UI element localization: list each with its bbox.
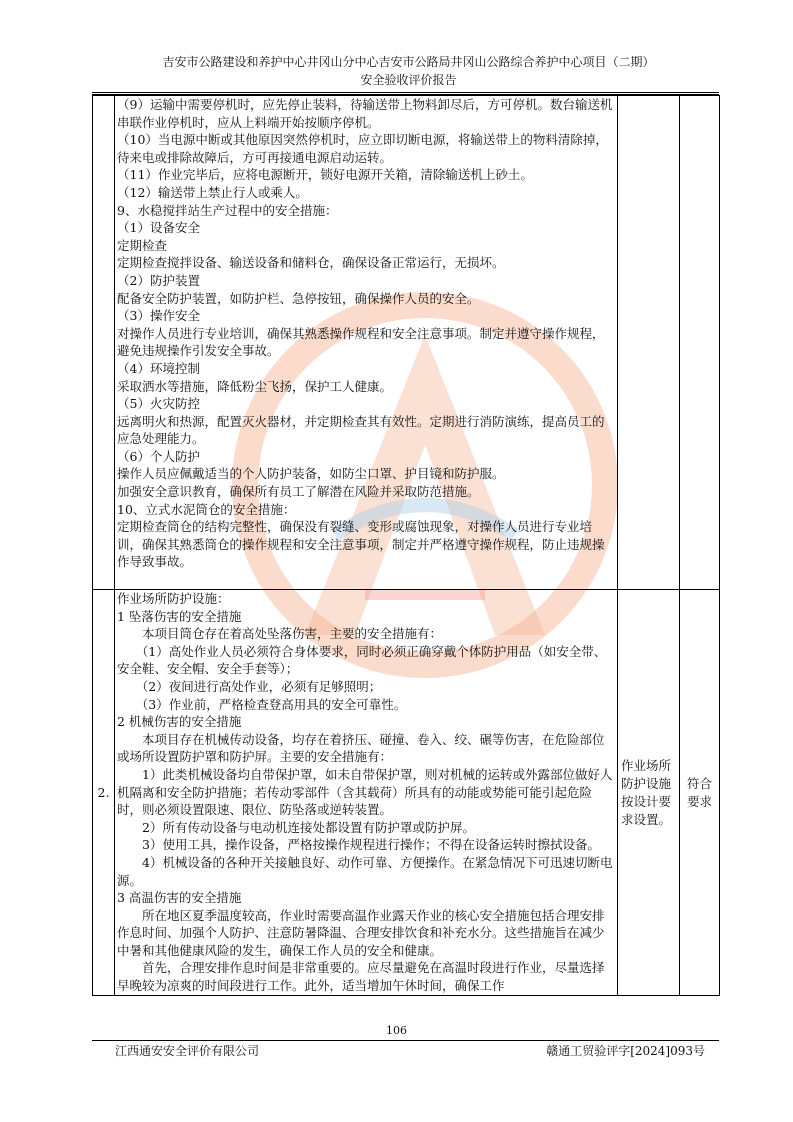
content-lines [117,590,614,995]
header-title-line1: 吉安市公路建设和养护中心井冈山分中心吉安市公路局井冈山公路综合养护中心项目（二期） [162,55,655,69]
content-line: （4）环境控制 [117,360,200,376]
content-line: 10、立式水泥筒仓的安全措施： [117,501,296,517]
footer-report-number: 赣通工贸验评字[2024]093号 [546,1044,705,1058]
content-line: （3）作业前，严格检查登高用具的安全可靠性。 [117,696,407,712]
content-line: （6）个人防护 [117,448,200,464]
content-line: 本项目存在机械传动设备，均存在着挤压、碰撞、卷入、绞、碾等伤害，在危险部位或场所设置防护罩和防护屏。主要的安全措施有： [117,731,605,765]
content-line: 2）所有传动设备与电动机连接处都设置有防护罩或防护屏。 [117,819,475,835]
table-row [93,96,720,590]
content-line: 对操作人员进行专业培训，确保其熟悉操作规程和安全注意事项。制定并遵守操作规程，避免违规操作引发安全事故。 [117,325,605,359]
content-line: （9）运输中需要停机时，应先停止装料，待输送带上物料卸尽后，方可停机。数台输送机串联作业停机时，应从上料端开始按顺序停机。 [117,97,613,130]
content-line: 采取洒水等措施，降低粉尘飞扬，保护工人健康。 [117,378,393,394]
header-rule [92,92,719,93]
content-line: 加强安全意识教育，确保所有员工了解潜在风险并采取防范措施。 [117,484,480,500]
content-line: 配备安全防护装置，如防护栏、急停按钮，确保操作人员的安全。 [117,290,480,306]
content-line: 定期检查筒仓的结构完整性，确保没有裂缝、变形或腐蚀现象，对操作人员进行专业培训，确保其熟悉筒仓的操作规程和安全注意事项，制定并严格遵守操作规程，防止违规操作导致事故。 [117,519,605,570]
row-basis [618,96,680,590]
header-title-line2: 安全验收评价报告 [360,73,457,87]
content-line: （1）设备安全 [117,220,200,236]
footer-rule [92,1040,719,1041]
content-line: （3）操作安全 [117,308,200,324]
content-line: （12）输送带上禁止行人或乘人。 [117,184,308,200]
evaluation-table [92,95,720,996]
content-line: （2）防护装置 [117,272,200,288]
content-line: 4）机械设备的各种开关接触良好、动作可靠、方便操作。在紧急情况下可迅速切断电源。 [117,854,613,888]
content-line: 1 坠落伤害的安全措施 [117,608,242,624]
page-number: 106 [386,1024,407,1037]
content-lines [117,96,614,571]
content-line: （2）夜间进行高处作业，必须有足够照明； [117,678,382,694]
row-basis: 作业场所防护设施按设计要求设置。 [618,590,680,996]
content-line: 1）此类机械设备均自带保护罩，如未自带保护罩，则对机械的运转或外露部位做好人机隔离和安全防护措施；若传动零部件（含其载荷）所具有的动能或势能可能引起危险时，则必须设置限速、限位、防坠落或逆转装置。 [117,766,613,818]
content-line: 本项目筒仓存在着高处坠落伤害，主要的安全措施有： [117,626,443,642]
content-line: （11）作业完毕后，应将电源断开，锁好电源开关箱，清除输送机上砂土。 [117,167,533,183]
page-header [100,53,717,89]
content-line: （10）当电源中断或其他原因突然停机时，应立即切断电源，将输送带上的物料清除掉，待来电或排除故障后，方可再接通电源启动运转。 [117,132,608,165]
row-number [93,96,115,590]
content-line: 首先，合理安排作息时间是非常重要的。应尽量避免在高温时段进行作业，尽量选择早晚较为凉爽的时间段进行工作。此外，适当增加午休时间，确保工作 [117,960,605,994]
content-line: 操作人员应佩戴适当的个人防护装备，如防尘口罩、护目镜和防护服。 [117,466,505,482]
content-line: 作业场所防护设施： [117,591,230,606]
row-result: 符合要求 [680,590,720,996]
content-line: 3）使用工具，操作设备，严格按操作规程进行操作；不得在设备运转时擦拭设备。 [117,837,600,853]
content-line: 9、水稳搅拌站生产过程中的安全措施： [117,202,338,218]
row-number: 2. [93,590,115,996]
content-line: 定期检查搅拌设备、输送设备和储料仓，确保设备正常运行，无损坏。 [117,255,505,271]
content-line: （1）高处作业人员必须符合身体要求，同时必须正确穿戴个体防护用品（如安全带、安全鞋、安全帽、安全手套等）； [117,643,607,677]
row-content [115,590,618,996]
content-line: （5）火灾防控 [117,396,200,412]
content-line: 3 高温伤害的安全措施 [117,890,242,906]
footer-company: 江西通安安全评价有限公司 [115,1044,260,1058]
row-content [115,96,618,590]
content-line: 定期检查 [117,237,168,253]
content-line: 2 机械伤害的安全措施 [117,714,242,730]
content-line: 远离明火和热源，配置灭火器材，并定期检查其有效性。定期进行消防演练，提高员工的应急处理能力。 [117,413,605,447]
row-result [680,96,720,590]
content-line: 所在地区夏季温度较高，作业时需要高温作业露天作业的核心安全措施包括合理安排作息时间、加强个人防护、注意防暑降温、合理安排饮食和补充水分。这些措施旨在减少中暑和其他健康风险的发生，确保工作人员的安全和健康。 [117,907,605,958]
table-row [93,590,720,996]
